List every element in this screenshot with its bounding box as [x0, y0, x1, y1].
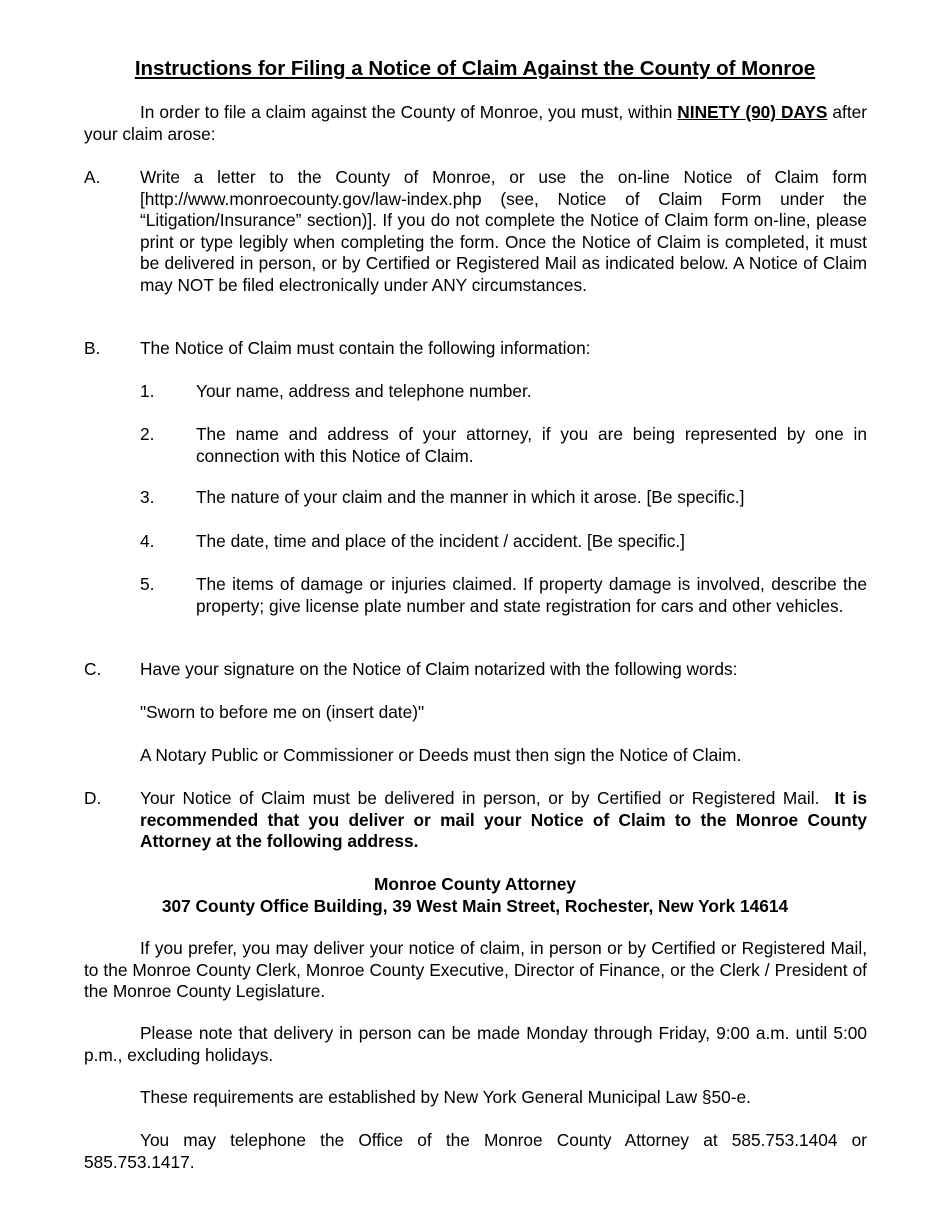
- notary-text: A Notary Public or Commissioner or Deeds must then sign the Notice of Claim.: [140, 745, 742, 765]
- intro-before: In order to file a claim against the County of Monroe, you must, within: [140, 102, 678, 122]
- list-item-number: 1.: [140, 381, 155, 401]
- intro-paragraph: [84, 102, 867, 145]
- section-b-label: B.: [84, 338, 101, 358]
- list-item-number: 2.: [140, 424, 155, 444]
- section-a-text: Write a letter to the County of Monroe, or use the on-line Notice of Claim form [http://www.monroecounty.gov/law-index.php (see, Notice of Claim Form under the “Litigation/Insurance” section)]. If you do not complete the Notice of Claim form on-line, please print or type legibly when completing the form. Once the Notice of Claim is completed, it must be delivered in person, or by Certified or Registered Mail as indicated below. A Notice of Claim may NOT be filed electronically under ANY circumstances.: [140, 167, 867, 295]
- delivery-hours-paragraph: Please note that delivery in person can be made Monday through Friday, 9:00 a.m. until 5:00 p.m., excluding holidays.: [84, 1023, 867, 1065]
- section-c-label: C.: [84, 659, 102, 679]
- section-d-text: Your Notice of Claim must be delivered in person, or by Certified or Registered Mail.: [140, 788, 820, 808]
- sworn-quote: "Sworn to before me on (insert date)": [140, 702, 425, 722]
- list-item-number: 4.: [140, 531, 155, 551]
- section-d-label: D.: [84, 788, 102, 808]
- list-item-text: The name and address of your attorney, if you are being represented by one in connection with this Notice of Claim.: [196, 424, 867, 466]
- section-a-label: A.: [84, 167, 101, 187]
- intro-after: after your claim arose:: [84, 102, 867, 144]
- list-item-number: 3.: [140, 487, 155, 507]
- deadline-text: NINETY (90) DAYS: [677, 102, 828, 122]
- section-d-paragraph: [140, 788, 867, 853]
- list-item-text: The items of damage or injuries claimed. If property damage is involved, describe the property; give license plate number and state registration for cars and other vehicles.: [196, 574, 867, 616]
- list-item-text: The nature of your claim and the manner in which it arose. [Be specific.]: [196, 487, 745, 507]
- list-item-text: The date, time and place of the incident / accident. [Be specific.]: [196, 531, 685, 551]
- list-item-number: 5.: [140, 574, 155, 594]
- law-paragraph: These requirements are established by New York General Municipal Law §50-e.: [140, 1087, 751, 1107]
- address-name: Monroe County Attorney: [374, 874, 576, 894]
- section-c-text: Have your signature on the Notice of Claim notarized with the following words:: [140, 659, 738, 679]
- alternate-delivery-paragraph: If you prefer, you may deliver your notice of claim, in person or by Certified or Registered Mail, to the Monroe County Clerk, Monroe County Executive, Director of Finance, or the Clerk / President of the Monroe County Legislature.: [84, 938, 867, 1002]
- address-line: 307 County Office Building, 39 West Main Street, Rochester, New York 14614: [161, 896, 789, 916]
- section-d-recommendation: It is recommended that you deliver or mail your Notice of Claim to the Monroe County Attorney at the following address.: [140, 788, 867, 852]
- section-b-text: The Notice of Claim must contain the following information:: [140, 338, 591, 358]
- phone-paragraph: You may telephone the Office of the Monroe County Attorney at 585.753.1404 or 585.753.1417.: [84, 1130, 867, 1172]
- page-title: Instructions for Filing a Notice of Claim Against the County of Monroe: [134, 57, 816, 80]
- list-item-text: Your name, address and telephone number.: [196, 381, 532, 401]
